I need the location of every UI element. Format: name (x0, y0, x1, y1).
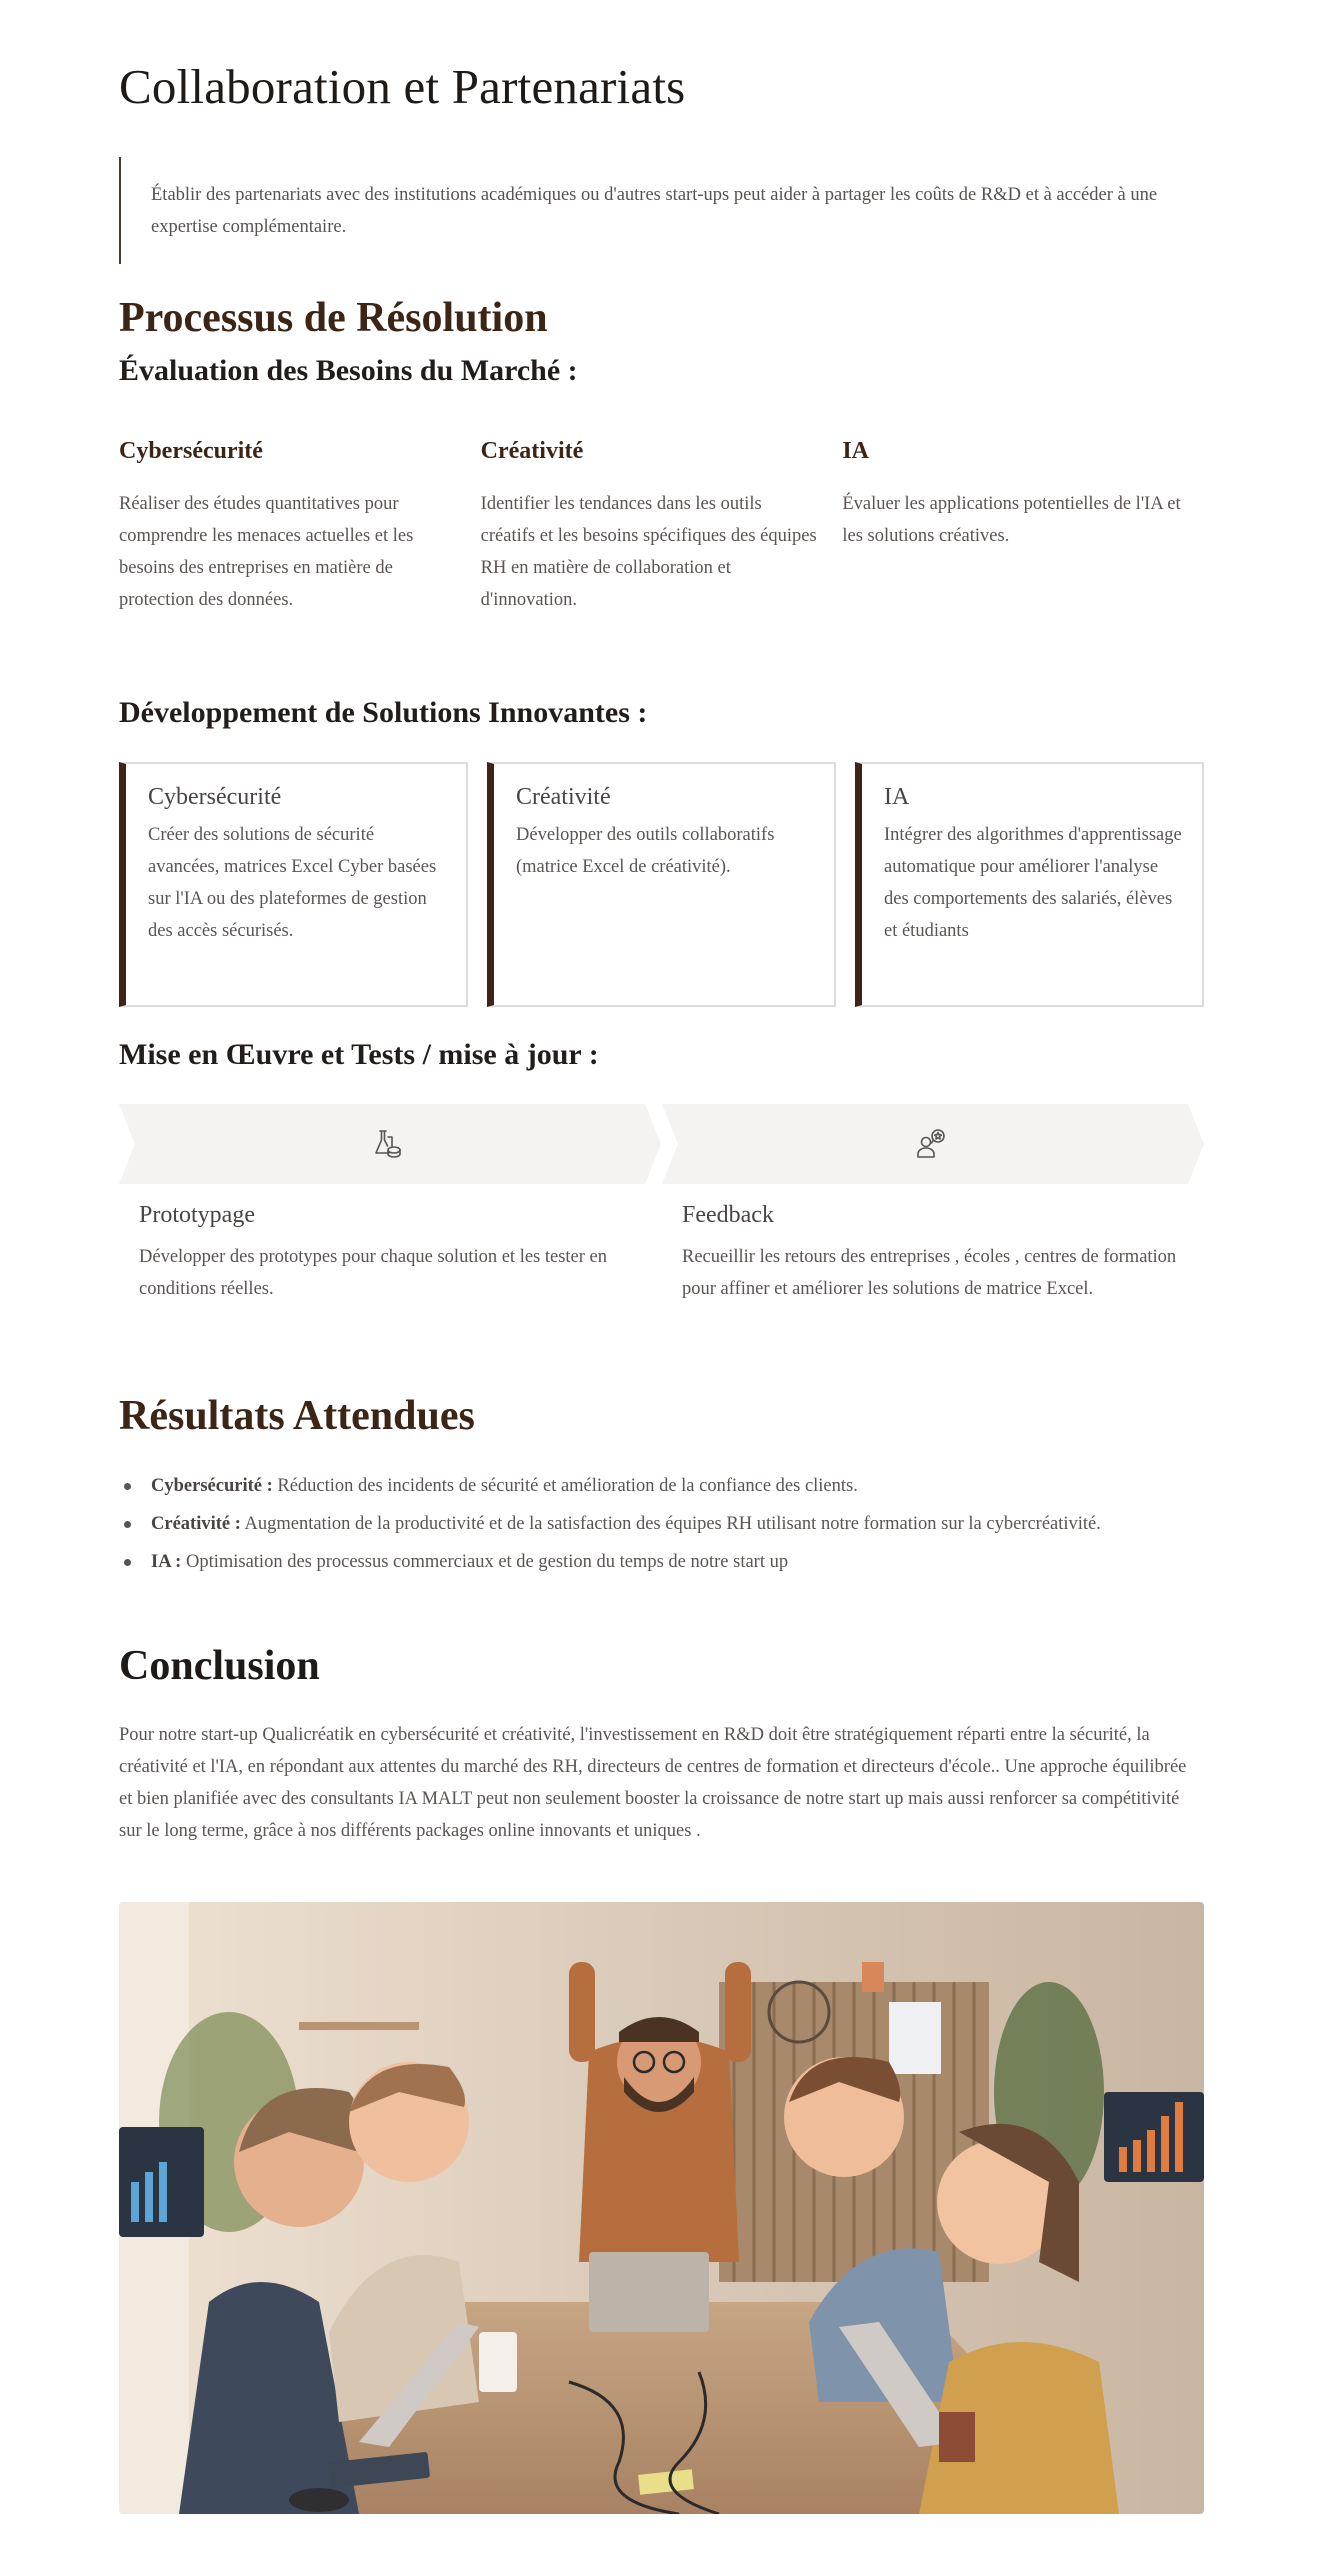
list-item-text: Optimisation des processus commerciaux et de gestion du temps de notre start up (181, 1552, 789, 1572)
card-creativite (487, 762, 836, 1007)
list-item (119, 1470, 1204, 1502)
resultats-list (119, 1470, 1204, 1584)
step-title: Prototypage (139, 1202, 255, 1228)
hero-image (119, 1902, 1204, 2514)
list-item (119, 1508, 1204, 1540)
list-item-text: Augmentation de la productivité et de la satisfaction des équipes RH utilisant notre formation sur la cybercréativité. (240, 1514, 1101, 1534)
evaluation-columns (119, 438, 1204, 616)
list-item-label: Créativité : (151, 1514, 241, 1534)
bullet-icon (124, 1483, 131, 1490)
step-feedback (682, 1202, 1182, 1305)
card-title: Cybersécurité (148, 784, 282, 810)
processus-title: Processus de Résolution (119, 295, 548, 341)
developpement-cards (119, 762, 1204, 1007)
conclusion-title: Conclusion (119, 1643, 320, 1689)
list-item (119, 1546, 1204, 1578)
column-text: Évaluer les applications potentielles de l'IA et les solutions créatives. (842, 494, 1181, 546)
process-chevrons (119, 1104, 1204, 1184)
evaluation-column-cybersecurite (119, 438, 481, 616)
bullet-icon (124, 1559, 131, 1566)
step-prototypage (139, 1202, 639, 1305)
bullet-icon (124, 1521, 131, 1528)
mise-en-oeuvre-title: Mise en Œuvre et Tests / mise à jour : (119, 1038, 599, 1071)
evaluation-title: Évaluation des Besoins du Marché : (119, 354, 578, 387)
card-title: Créativité (516, 784, 611, 810)
card-text: Créer des solutions de sécurité avancées, matrices Excel Cyber basées sur l'IA ou des plateformes de gestion des accès sécurisés. (148, 825, 437, 941)
lab-flask-icon (371, 1126, 407, 1162)
collaboration-quote: Établir des partenariats avec des institutions académiques ou d'autres start-ups peut aider à partager les coûts de R&D et à accéder à une expertise complémentaire. (119, 157, 1204, 264)
user-feedback-star-icon (914, 1126, 950, 1162)
card-cybersecurite (119, 762, 468, 1007)
resultats-title: Résultats Attendues (119, 1393, 475, 1439)
column-title: Cybersécurité (119, 438, 263, 464)
developpement-title: Développement de Solutions Innovantes : (119, 696, 648, 729)
card-text: Développer des outils collaboratifs (matrice Excel de créativité). (516, 825, 775, 877)
evaluation-column-creativite (481, 438, 843, 616)
list-item-text: Réduction des incidents de sécurité et amélioration de la confiance des clients. (272, 1476, 858, 1496)
chevron-step-prototypage (119, 1104, 661, 1184)
list-item-label: IA : (151, 1552, 182, 1572)
column-text: Réaliser des études quantitatives pour comprendre les menaces actuelles et les besoins des entreprises en matière de protection des données. (119, 494, 414, 610)
column-title: Créativité (480, 438, 584, 464)
step-text: Recueillir les retours des entreprises , écoles , centres de formation pour affiner et améliorer les solutions de matrice Excel. (682, 1247, 1177, 1299)
evaluation-column-ia (842, 438, 1204, 616)
column-title: IA (842, 438, 870, 464)
column-text: Identifier les tendances dans les outils créatifs et les besoins spécifiques des équipes RH en matière de collaboration et d'innovation. (480, 494, 817, 610)
collaboration-title: Collaboration et Partenariats (119, 59, 686, 114)
step-text: Développer des prototypes pour chaque solution et les tester en conditions réelles. (139, 1247, 608, 1299)
team-celebration-illustration (119, 1902, 1204, 2514)
card-text: Intégrer des algorithmes d'apprentissage automatique pour améliorer l'analyse des comportements des salariés, élèves et étudiants (884, 825, 1182, 941)
card-title: IA (884, 784, 910, 810)
conclusion-text: Pour notre start-up Qualicréatik en cybersécurité et créativité, l'investissement en R&D doit être stratégiquement réparti entre la sécurité, la créativité et l'IA, en répondant aux attentes du marché des RH, directeurs de centres de formation et directeurs d'école.. Une approche équilibrée et bien planifiée avec des consultants IA MALT peut non seulement booster la croissance de notre start up mais aussi renforcer sa compétitivité sur le long terme, grâce à nos différents packages online innovants et uniques . (119, 1725, 1187, 1841)
card-ia (855, 762, 1204, 1007)
list-item-label: Cybersécurité : (151, 1476, 273, 1496)
chevron-step-feedback (662, 1104, 1204, 1184)
step-title: Feedback (682, 1202, 774, 1228)
